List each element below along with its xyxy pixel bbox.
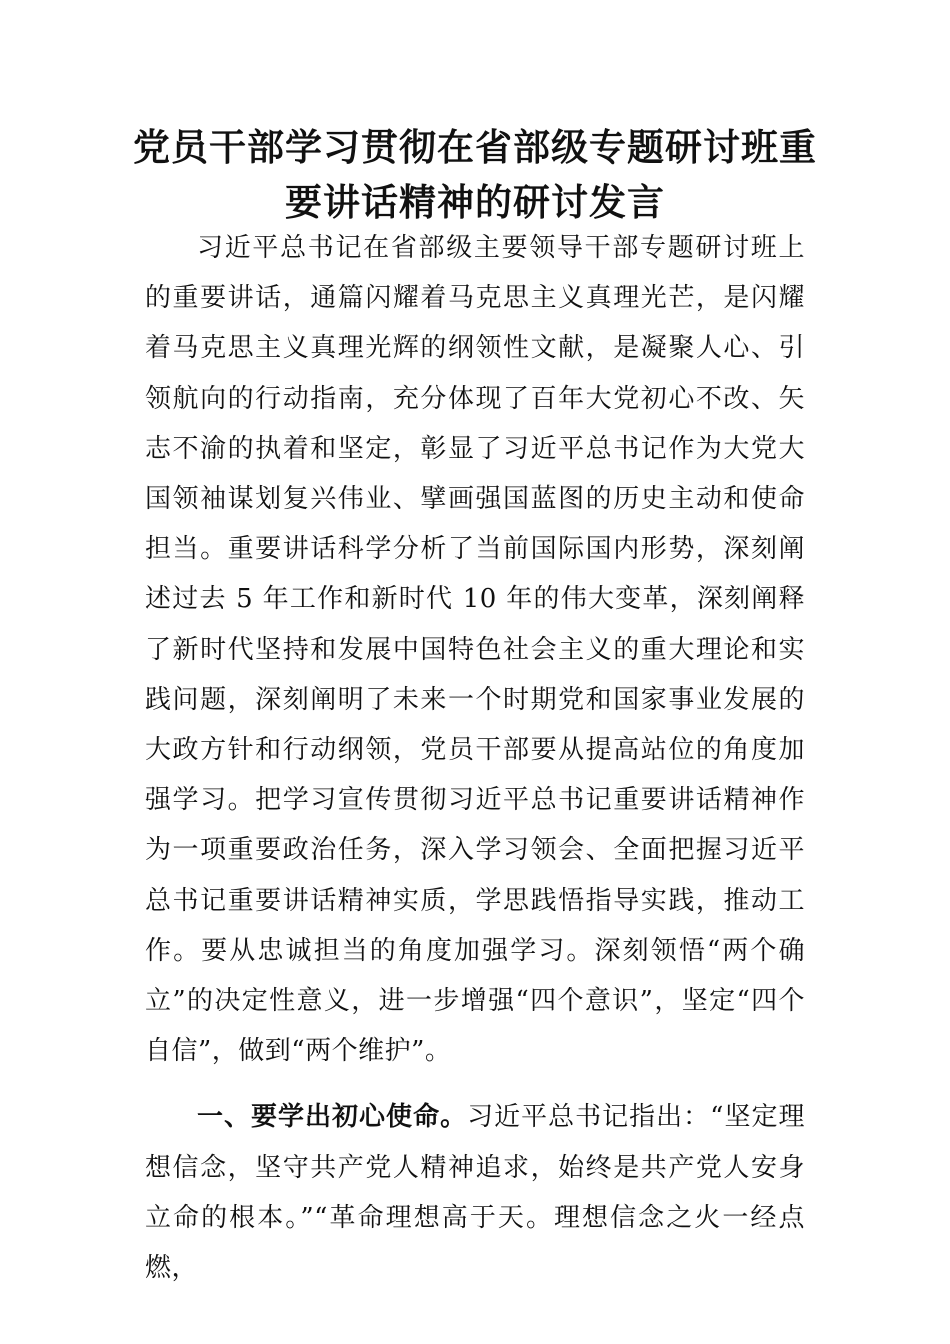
section-1-text: 习近平总书记指出：“坚定理想信念，坚守共产党人精神追求，始终是共产党人安身立命的根本。”“革命理想高于天。理想信念之火一经点燃， [145, 1102, 805, 1284]
document-title [100, 120, 850, 230]
document-body [145, 223, 805, 1293]
section-1-paragraph [145, 1092, 805, 1293]
intro-paragraph: 习近平总书记在省部级主要领导干部专题研讨班上的重要讲话，通篇闪耀着马克思主义真理光芒，是闪耀着马克思主义真理光辉的纲领性文献，是凝聚人心、引领航向的行动指南，充分体现了百年大党初心不改、矢志不渝的执着和坚定，彰显了习近平总书记作为大党大国领袖谋划复兴伟业、擘画强国蓝图的历史主动和使命担当。重要讲话科学分析了当前国际国内形势，深刻阐述过去 5 年工作和新时代 10 年的伟大变革，深刻阐释了新时代坚持和发展中国特色社会主义的重大理论和实践问题，深刻阐明了未来一个时期党和国家事业发展的大政方针和行动纲领，党员干部要从提高站位的角度加强学习。把学习宣传贯彻习近平总书记重要讲话精神作为一项重要政治任务，深入学习领会、全面把握习近平总书记重要讲话精神实质，学思践悟指导实践，推动工作。要从忠诚担当的角度加强学习。深刻领悟“两个确立”的决定性意义，进一步增强“四个意识”，坚定“四个自信”，做到“两个维护”。 [145, 233, 805, 1067]
title-line-1: 党员干部学习贯彻在省部级专题研讨班重 [133, 125, 817, 169]
title-line-2: 要讲话精神的研讨发言 [285, 180, 665, 224]
section-1-heading: 一、要学出初心使命。 [197, 1102, 468, 1133]
